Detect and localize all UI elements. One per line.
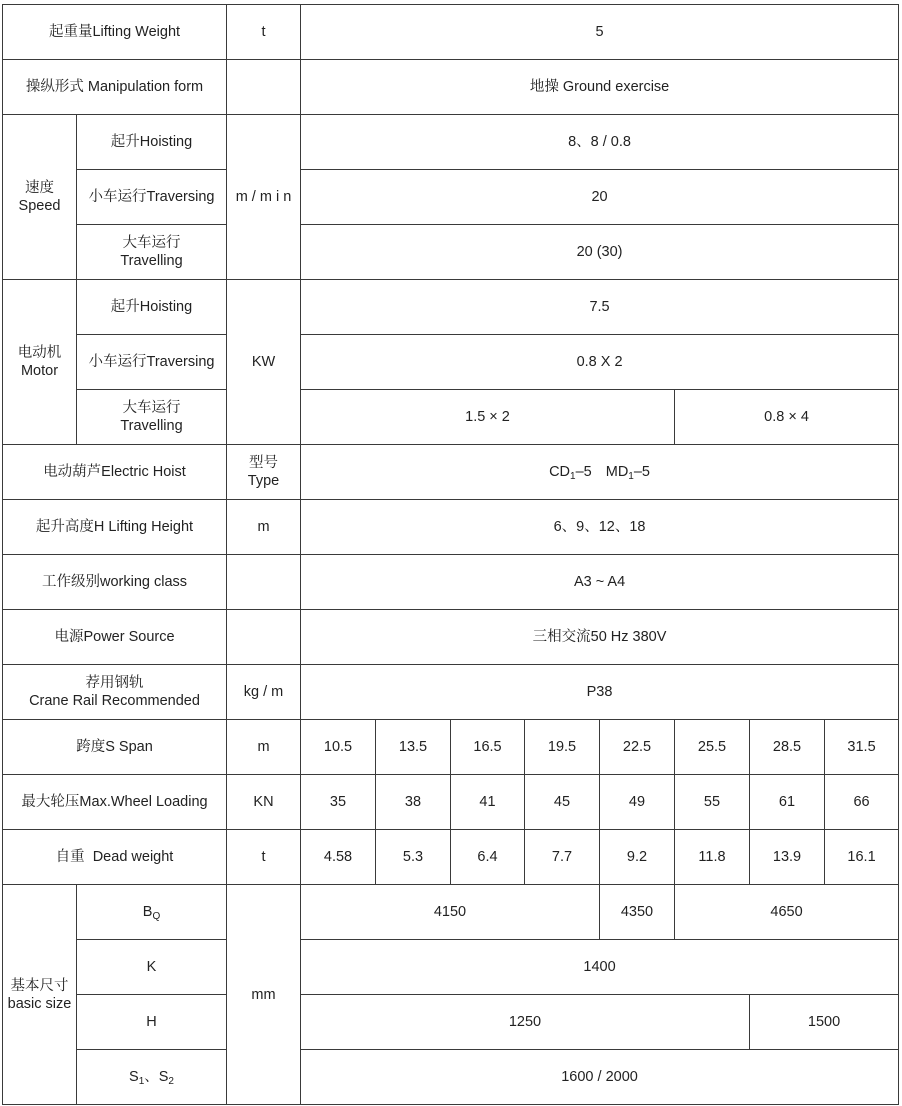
row-crane-rail bbox=[3, 665, 899, 720]
label-basic-size-bq bbox=[77, 885, 227, 940]
row-lifting-height bbox=[3, 500, 899, 555]
row-motor-travelling bbox=[3, 390, 899, 445]
group-label-basic-size-cn: 基本尺寸 bbox=[10, 977, 69, 994]
row-basic-size-bq bbox=[3, 885, 899, 940]
row-basic-size-s bbox=[3, 1050, 899, 1105]
unit-span: m bbox=[227, 720, 301, 775]
value-motor-travelling-a: 1.5 × 2 bbox=[301, 390, 675, 445]
unit-working-class bbox=[227, 555, 301, 610]
label-dead-weight: 自重 Dead weight bbox=[3, 830, 227, 885]
hoist-model-md-sub: 1 bbox=[628, 471, 634, 482]
unit-power-source bbox=[227, 610, 301, 665]
label-speed-travelling-en: Travelling bbox=[120, 253, 183, 269]
group-label-speed-en: Speed bbox=[18, 198, 61, 214]
label-span: 跨度S Span bbox=[3, 720, 227, 775]
value-span: 10.5 bbox=[301, 720, 376, 775]
hoist-model-md bbox=[606, 464, 650, 480]
hoist-model-cd-sub: 1 bbox=[570, 471, 576, 482]
row-basic-size-k bbox=[3, 940, 899, 995]
value-dead-weight: 11.8 bbox=[675, 830, 750, 885]
unit-electric-hoist-en: Type bbox=[247, 473, 280, 489]
unit-motor: KW bbox=[227, 280, 301, 445]
unit-crane-rail: kg / m bbox=[227, 665, 301, 720]
value-wheel-loading: 49 bbox=[600, 775, 675, 830]
row-lifting-weight bbox=[3, 5, 899, 60]
value-electric-hoist bbox=[301, 445, 899, 500]
value-wheel-loading: 55 bbox=[675, 775, 750, 830]
unit-dead-weight: t bbox=[227, 830, 301, 885]
label-speed-travelling-cn: 大车运行 bbox=[122, 235, 181, 251]
row-working-class bbox=[3, 555, 899, 610]
hoist-model-md-tail: –5 bbox=[633, 464, 650, 480]
row-speed-travelling bbox=[3, 225, 899, 280]
unit-speed: m / m i n bbox=[227, 115, 301, 280]
label-s2-sub: 2 bbox=[168, 1076, 174, 1087]
value-h: 1500 bbox=[750, 995, 899, 1050]
value-span: 22.5 bbox=[600, 720, 675, 775]
value-speed-travelling: 20 (30) bbox=[301, 225, 899, 280]
label-bq-base: B bbox=[142, 904, 153, 920]
label-wheel-loading: 最大轮压Max.Wheel Loading bbox=[3, 775, 227, 830]
unit-electric-hoist-cn: 型号 bbox=[249, 455, 278, 471]
value-motor-traversing: 0.8 X 2 bbox=[301, 335, 899, 390]
hoist-model-cd bbox=[549, 464, 592, 480]
value-lifting-weight: 5 bbox=[301, 5, 899, 60]
hoist-model-cd-base: CD bbox=[549, 464, 571, 480]
value-motor-hoisting: 7.5 bbox=[301, 280, 899, 335]
label-crane-rail-en: Crane Rail Recommended bbox=[29, 693, 200, 709]
group-label-basic-size bbox=[3, 885, 77, 1105]
value-dead-weight: 13.9 bbox=[750, 830, 825, 885]
label-lifting-weight: 起重量Lifting Weight bbox=[3, 5, 227, 60]
unit-manipulation-form bbox=[227, 60, 301, 115]
label-working-class: 工作级别working class bbox=[3, 555, 227, 610]
row-speed-traversing bbox=[3, 170, 899, 225]
value-span: 28.5 bbox=[750, 720, 825, 775]
value-span: 16.5 bbox=[451, 720, 525, 775]
row-electric-hoist bbox=[3, 445, 899, 500]
value-bq: 4150 bbox=[301, 885, 600, 940]
value-span: 19.5 bbox=[525, 720, 600, 775]
crane-spec-table bbox=[2, 4, 899, 1105]
value-dead-weight: 5.3 bbox=[376, 830, 451, 885]
label-motor-travelling bbox=[77, 390, 227, 445]
label-s-separator: 、 bbox=[144, 1069, 159, 1085]
unit-electric-hoist bbox=[227, 445, 301, 500]
value-bq: 4650 bbox=[675, 885, 899, 940]
label-basic-size-s bbox=[77, 1050, 227, 1105]
value-k: 1400 bbox=[301, 940, 899, 995]
hoist-model-md-base: MD bbox=[605, 464, 629, 480]
value-dead-weight: 16.1 bbox=[825, 830, 899, 885]
value-wheel-loading: 41 bbox=[451, 775, 525, 830]
label-motor-travelling-en: Travelling bbox=[120, 418, 183, 434]
value-motor-travelling-b: 0.8 × 4 bbox=[675, 390, 899, 445]
value-wheel-loading: 66 bbox=[825, 775, 899, 830]
row-basic-size-h bbox=[3, 995, 899, 1050]
label-motor-traversing: 小车运行Traversing bbox=[77, 335, 227, 390]
label-electric-hoist: 电动葫芦Electric Hoist bbox=[3, 445, 227, 500]
row-dead-weight bbox=[3, 830, 899, 885]
label-s1-base: S bbox=[129, 1069, 139, 1085]
label-motor-hoisting: 起升Hoisting bbox=[77, 280, 227, 335]
value-h: 1250 bbox=[301, 995, 750, 1050]
value-wheel-loading: 35 bbox=[301, 775, 376, 830]
label-bq-sub: Q bbox=[152, 911, 161, 922]
row-motor-traversing bbox=[3, 335, 899, 390]
row-wheel-loading bbox=[3, 775, 899, 830]
value-power-source: 三相交流50 Hz 380V bbox=[301, 610, 899, 665]
group-label-speed bbox=[3, 115, 77, 280]
group-label-basic-size-en: basic size bbox=[7, 995, 72, 1012]
group-label-motor bbox=[3, 280, 77, 445]
unit-basic-size: mm bbox=[227, 885, 301, 1105]
label-s1-sub: 1 bbox=[138, 1076, 145, 1087]
value-lifting-height: 6、9、12、18 bbox=[301, 500, 899, 555]
row-motor-hoisting bbox=[3, 280, 899, 335]
label-crane-rail-cn: 荐用钢轨 bbox=[85, 675, 144, 691]
row-manipulation-form bbox=[3, 60, 899, 115]
value-dead-weight: 6.4 bbox=[451, 830, 525, 885]
label-speed-traversing: 小车运行Traversing bbox=[77, 170, 227, 225]
row-power-source bbox=[3, 610, 899, 665]
value-span: 25.5 bbox=[675, 720, 750, 775]
label-basic-size-k: K bbox=[77, 940, 227, 995]
row-span bbox=[3, 720, 899, 775]
value-s: 1600 / 2000 bbox=[301, 1050, 899, 1105]
label-lifting-height: 起升高度H Lifting Height bbox=[3, 500, 227, 555]
value-bq: 4350 bbox=[600, 885, 675, 940]
value-crane-rail: P38 bbox=[301, 665, 899, 720]
label-crane-rail bbox=[3, 665, 227, 720]
label-basic-size-h: H bbox=[77, 995, 227, 1050]
group-label-speed-cn: 速度 bbox=[25, 180, 54, 196]
value-speed-traversing: 20 bbox=[301, 170, 899, 225]
unit-lifting-height: m bbox=[227, 500, 301, 555]
label-speed-travelling bbox=[77, 225, 227, 280]
hoist-model-cd-tail: –5 bbox=[575, 464, 592, 480]
value-wheel-loading: 61 bbox=[750, 775, 825, 830]
row-speed-hoisting bbox=[3, 115, 899, 170]
label-speed-hoisting: 起升Hoisting bbox=[77, 115, 227, 170]
unit-wheel-loading: KN bbox=[227, 775, 301, 830]
label-motor-travelling-cn: 大车运行 bbox=[122, 400, 181, 416]
value-span: 31.5 bbox=[825, 720, 899, 775]
value-wheel-loading: 38 bbox=[376, 775, 451, 830]
value-manipulation-form: 地操 Ground exercise bbox=[301, 60, 899, 115]
value-span: 13.5 bbox=[376, 720, 451, 775]
label-manipulation-form: 操纵形式 Manipulation form bbox=[3, 60, 227, 115]
value-dead-weight: 9.2 bbox=[600, 830, 675, 885]
value-dead-weight: 4.58 bbox=[301, 830, 376, 885]
value-dead-weight: 7.7 bbox=[525, 830, 600, 885]
group-label-motor-cn: 电动机 bbox=[17, 345, 62, 361]
group-label-motor-en: Motor bbox=[20, 363, 59, 379]
value-wheel-loading: 45 bbox=[525, 775, 600, 830]
label-power-source: 电源Power Source bbox=[3, 610, 227, 665]
unit-lifting-weight: t bbox=[227, 5, 301, 60]
value-working-class: A3 ~ A4 bbox=[301, 555, 899, 610]
value-speed-hoisting: 8、8 / 0.8 bbox=[301, 115, 899, 170]
label-s2-base: S bbox=[158, 1069, 169, 1085]
